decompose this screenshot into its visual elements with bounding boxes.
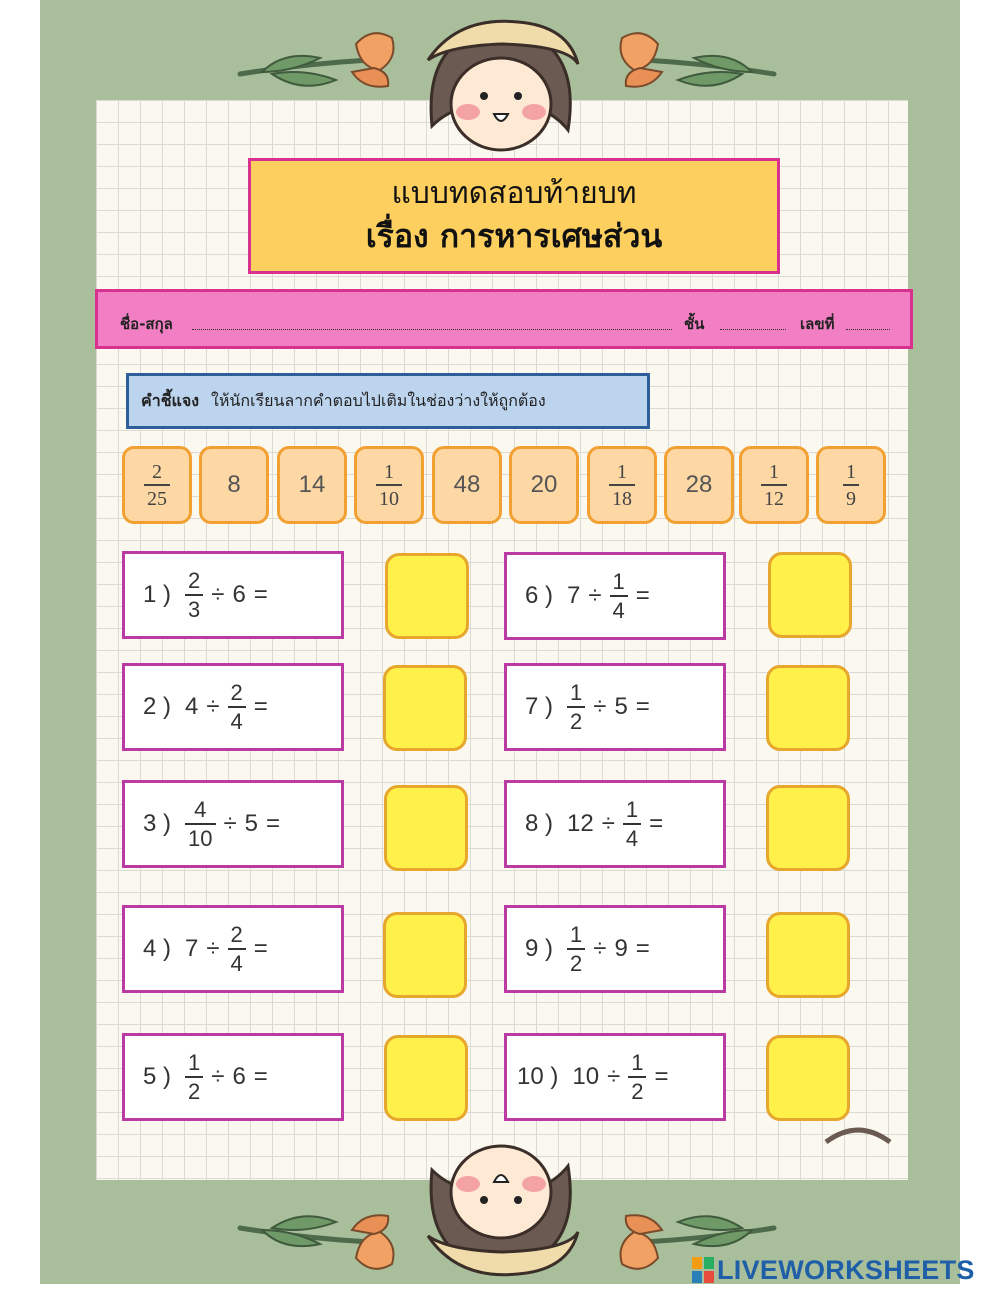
- numerator: 1: [384, 460, 394, 483]
- question-5: [122, 1033, 344, 1121]
- student-info-bar: [95, 289, 913, 349]
- divide-sign: ÷: [211, 1063, 225, 1090]
- fraction: [567, 921, 585, 976]
- question-number: 9 ): [525, 935, 554, 962]
- equals-sign: =: [253, 581, 268, 608]
- question-number: 6 ): [525, 582, 554, 609]
- numerator: 4: [194, 796, 207, 822]
- dividend: 7: [185, 935, 199, 962]
- question-8: [504, 780, 726, 868]
- title-box: [248, 158, 780, 274]
- watermark-text: LIVEWORKSHEETS: [717, 1254, 975, 1285]
- answer-drop-box-8[interactable]: [766, 785, 850, 871]
- equals-sign: =: [253, 693, 268, 720]
- answer-chip[interactable]: [509, 446, 579, 524]
- answer-chip[interactable]: [587, 446, 657, 524]
- numerator: 2: [152, 460, 162, 483]
- denominator: 10: [376, 484, 402, 509]
- liveworksheets-watermark: [692, 1252, 975, 1288]
- divide-sign: ÷: [206, 935, 220, 962]
- denominator: 4: [228, 948, 246, 975]
- divisor: 6: [232, 581, 246, 608]
- instructions-box: [126, 373, 650, 429]
- divide-sign: ÷: [601, 810, 615, 837]
- denominator: 2: [628, 1076, 646, 1103]
- equals-sign: =: [266, 810, 281, 837]
- answer-drop-box-2[interactable]: [383, 665, 467, 751]
- equals-sign: =: [635, 935, 650, 962]
- denominator: 2: [567, 706, 585, 733]
- girl-face-icon: [418, 6, 584, 156]
- answer-drop-box-3[interactable]: [384, 785, 468, 871]
- fraction: [185, 796, 215, 851]
- chip-value: 48: [453, 471, 481, 498]
- equals-sign: =: [253, 1063, 268, 1090]
- number-blank: [846, 329, 890, 330]
- answer-choices: [122, 446, 892, 526]
- liveworksheets-logo-icon: [692, 1257, 714, 1283]
- hat-brim-icon: [822, 1124, 894, 1144]
- divide-sign: ÷: [593, 693, 607, 720]
- denominator: 25: [144, 484, 170, 509]
- name-label: ชื่อ-สกุล: [120, 315, 173, 333]
- dividend: 10: [572, 1063, 600, 1090]
- dividend: 12: [567, 810, 594, 837]
- tulip-icon: [232, 1196, 402, 1280]
- denominator: 4: [610, 595, 628, 622]
- fraction: [228, 921, 246, 976]
- denominator: 2: [567, 948, 585, 975]
- question-number: 1 ): [143, 581, 172, 608]
- divide-sign: ÷: [588, 582, 602, 609]
- divisor: 5: [244, 810, 259, 837]
- numerator: 2: [230, 921, 243, 947]
- numerator: 1: [625, 796, 639, 822]
- divisor: 9: [614, 935, 628, 962]
- divide-sign: ÷: [593, 935, 607, 962]
- denominator: 4: [228, 706, 246, 733]
- denominator: 9: [843, 484, 859, 509]
- dividend: 7: [567, 582, 581, 609]
- fraction: [623, 796, 641, 851]
- answer-chip[interactable]: [199, 446, 269, 524]
- numerator: 1: [769, 460, 779, 483]
- numerator: 1: [570, 921, 583, 947]
- question-10: [504, 1033, 726, 1121]
- chip-value: 28: [685, 471, 713, 498]
- question-1: [122, 551, 344, 639]
- divide-sign: ÷: [211, 581, 225, 608]
- numerator: 1: [188, 1049, 201, 1075]
- fraction: [228, 679, 246, 734]
- instructions-label: คำชี้แจง: [141, 390, 200, 410]
- class-label: ชั้น: [684, 315, 705, 333]
- numerator: 1: [617, 460, 627, 483]
- answer-chip[interactable]: [277, 446, 347, 524]
- chip-value: 14: [298, 471, 326, 498]
- fraction: [843, 462, 859, 509]
- page-title: แบบทดสอบท้ายบท: [391, 176, 637, 211]
- name-blank: [192, 329, 672, 330]
- equals-sign: =: [654, 1063, 669, 1090]
- numerator: 1: [570, 679, 583, 705]
- question-4: [122, 905, 344, 993]
- fraction: [628, 1049, 646, 1104]
- numerator: 1: [612, 568, 625, 594]
- number-label: เลขที่: [800, 315, 835, 333]
- question-number: 7 ): [525, 693, 554, 720]
- fraction: [609, 462, 635, 509]
- question-2: [122, 663, 344, 751]
- chip-value: 8: [227, 471, 241, 498]
- question-number: 5 ): [143, 1063, 172, 1090]
- instructions-text: ให้นักเรียนลากคำตอบไปเติมในช่องว่างให้ถูกต้อง: [211, 390, 546, 410]
- fraction: [761, 462, 787, 509]
- answer-chip[interactable]: [664, 446, 734, 524]
- question-number: 10 ): [517, 1063, 559, 1090]
- fraction: [144, 462, 170, 509]
- answer-chip[interactable]: [122, 446, 192, 524]
- equals-sign: =: [649, 810, 664, 837]
- chip-value: 20: [530, 471, 558, 498]
- denominator: 4: [623, 823, 641, 850]
- fraction: [185, 1049, 203, 1104]
- tulip-icon: [232, 22, 402, 106]
- fraction: [567, 679, 585, 734]
- tulip-icon: [612, 22, 782, 106]
- question-number: 3 ): [143, 810, 172, 837]
- divisor: 5: [614, 693, 628, 720]
- question-number: 8 ): [525, 810, 554, 837]
- denominator: 10: [185, 823, 215, 850]
- question-number: 2 ): [143, 693, 172, 720]
- answer-drop-box-7[interactable]: [766, 665, 850, 751]
- girl-face-icon: [418, 1140, 584, 1290]
- answer-drop-box-10[interactable]: [766, 1035, 850, 1121]
- fraction: [185, 567, 203, 622]
- denominator: 18: [609, 484, 635, 509]
- divisor: 6: [232, 1063, 246, 1090]
- answer-drop-box-6[interactable]: [768, 552, 852, 638]
- class-blank: [720, 329, 786, 330]
- divide-sign: ÷: [607, 1063, 621, 1090]
- answer-chip[interactable]: [354, 446, 424, 524]
- page-subtitle: เรื่อง การหารเศษส่วน: [365, 217, 663, 255]
- answer-chip[interactable]: [432, 446, 502, 524]
- question-number: 4 ): [143, 935, 172, 962]
- numerator: 1: [631, 1049, 644, 1075]
- divide-sign: ÷: [206, 693, 220, 720]
- question-7: [504, 663, 726, 751]
- numerator: 2: [188, 567, 201, 593]
- numerator: 2: [230, 679, 243, 705]
- denominator: 3: [185, 594, 203, 621]
- equals-sign: =: [635, 582, 650, 609]
- answer-drop-box-9[interactable]: [766, 912, 850, 998]
- fraction: [610, 568, 628, 623]
- question-6: [504, 552, 726, 640]
- answer-drop-box-4[interactable]: [383, 912, 467, 998]
- denominator: 12: [761, 484, 787, 509]
- denominator: 2: [185, 1076, 203, 1103]
- divide-sign: ÷: [223, 810, 237, 837]
- answer-drop-box-1[interactable]: [385, 553, 469, 639]
- equals-sign: =: [635, 693, 650, 720]
- answer-chip[interactable]: [739, 446, 809, 524]
- fraction: [376, 462, 402, 509]
- answer-drop-box-5[interactable]: [384, 1035, 468, 1121]
- equals-sign: =: [253, 935, 268, 962]
- numerator: 1: [846, 460, 856, 483]
- question-3: [122, 780, 344, 868]
- dividend: 4: [185, 693, 199, 720]
- question-9: [504, 905, 726, 993]
- answer-chip[interactable]: [816, 446, 886, 524]
